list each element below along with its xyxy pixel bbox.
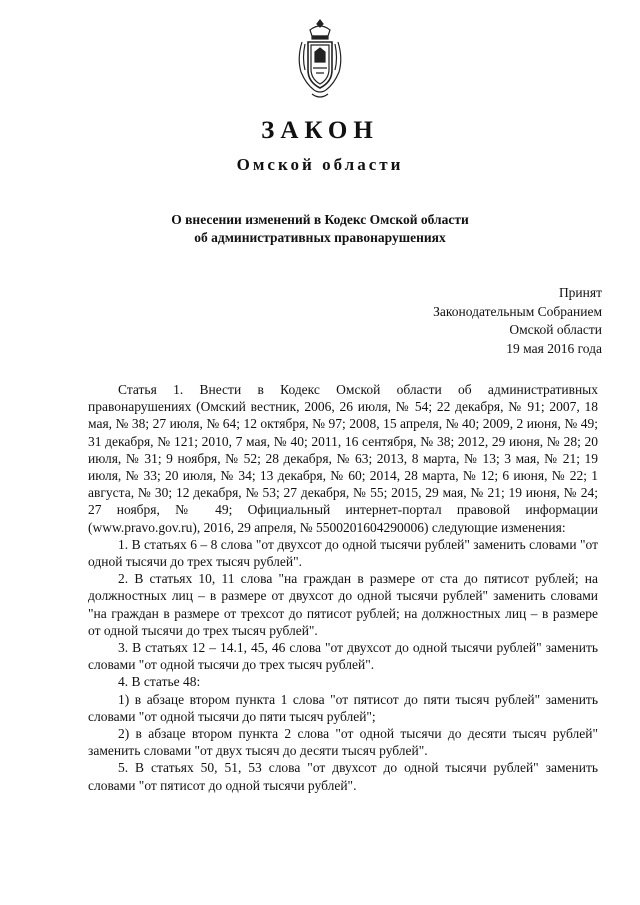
document-title: ЗАКОН: [261, 117, 379, 144]
subject-line-2: об административных правонарушениях: [194, 230, 446, 245]
adoption-body-region: Омской области: [509, 322, 602, 337]
adoption-label: Принят: [558, 285, 602, 300]
region-name: Омской области: [236, 155, 404, 174]
law-subject: [0, 211, 640, 247]
coat-of-arms-emblem: [294, 18, 346, 102]
change-item-4-sub-1: 1) в абзаце втором пункта 1 слова "от пятисот до пяти тысяч рублей" заменить словами "от одной тысячи до пяти тысяч рублей";: [88, 691, 598, 724]
change-item-1: 1. В статьях 6 – 8 слова "от двухсот до одной тысячи рублей" заменить словами "от одной тысячи до трех тысяч рублей".: [88, 536, 598, 570]
adoption-block: [433, 284, 602, 358]
law-body: [88, 381, 598, 794]
change-item-3: 3. В статьях 12 – 14.1, 45, 46 слова "от двухсот до одной тысячи рублей" заменить словами "от одной тысячи до трех тысяч рублей".: [88, 640, 598, 673]
adoption-body: Законодательным Собранием: [433, 303, 602, 319]
adoption-date: 19 мая 2016 года: [506, 340, 602, 356]
change-item-4: 4. В статье 48:: [118, 674, 201, 690]
article-1-intro: Статья 1. Внести в Кодекс Омской области об административных правонарушениях (Омский вестник, 2006, 26 июля, № 54; 22 декабря, № 91; 2007, 18 мая, № 38; 27 июля, № 64; 12 октября, № 97; 2008, 15 апреля, № 40; 2009, 2 июня, № 49; 31 декабря, № 121; 2010, 7 мая, № 40; 2011, 16 сентября, № 38; 2012, 29 июня, № 28; 20 июля, № 31; 9 ноября, № 52; 28 декабря, № 63; 2013, 8 марта, № 13; 3 мая, № 21; 19 июля, № 33; 20 июля, № 34; 13 декабря, № 60; 2014, 28 марта, № 12; 6 июня, № 22; 1 августа, № 30; 12 декабря, № 53; 27 декабря, № 55; 2015, 29 мая, № 21; 19 июня, № 24; 27 ноября, № 49; Официальный интернет-портал правовой информации (www.pravo.gov.ru), 2016, 29 апреля, № 5500201604290006) следующие изменения:: [88, 382, 598, 535]
change-item-4-sub-2: 2) в абзаце втором пункта 2 слова "от одной тысячи до десяти тысяч рублей" заменить словами "от двух тысяч до десяти тысяч рублей".: [88, 726, 598, 759]
subject-line-1: О внесении изменений в Кодекс Омской области: [171, 212, 469, 227]
change-item-2: 2. В статьях 10, 11 слова "на граждан в размере от ста до пятисот рублей; на должностных лиц – в размере от двухсот до одной тысячи рублей" заменить словами "на граждан в размере от трехсот до пятисот рублей; на должностных лиц – в размере от одной тысячи до трех тысяч рублей".: [88, 571, 598, 638]
change-item-5: 5. В статьях 50, 51, 53 слова "от двухсот до одной тысячи рублей" заменить словами "от пятисот до одной тысячи рублей".: [88, 760, 598, 793]
